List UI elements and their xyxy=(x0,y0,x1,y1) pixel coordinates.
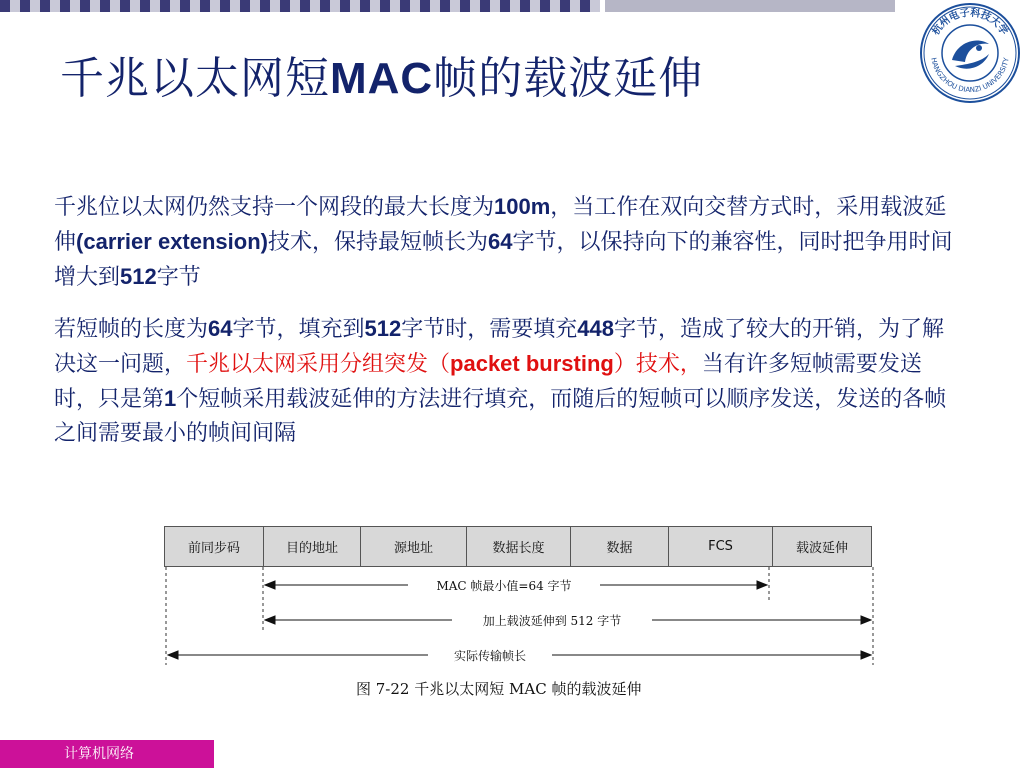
stripe-cell xyxy=(510,0,520,12)
stripe-cell xyxy=(20,0,30,12)
p2-value-3: 448 xyxy=(577,316,614,341)
frame-length-diagram xyxy=(160,565,880,675)
stripe-cell xyxy=(100,0,110,12)
stripe-cell xyxy=(330,0,340,12)
title-prefix: 千兆以太网短 xyxy=(60,53,330,104)
stripe-cell xyxy=(310,0,320,12)
stripe-cell xyxy=(590,0,600,12)
stripe-cell xyxy=(40,0,50,12)
stripe-cell xyxy=(340,0,350,12)
stripe-cell xyxy=(120,0,130,12)
stripe-cell xyxy=(290,0,300,12)
frame-format-table xyxy=(164,526,872,567)
stripe-cell xyxy=(110,0,120,12)
stripe-cell xyxy=(160,0,170,12)
stripe-cell xyxy=(490,0,500,12)
field-length: 数据长度 xyxy=(467,527,571,567)
p1-text-2: ，当工作在双向交替方式时，采用载波延伸 xyxy=(54,195,947,255)
stripe-cell xyxy=(380,0,390,12)
footer-label: 计算机网络 xyxy=(64,746,134,762)
stripe-cell xyxy=(530,0,540,12)
p2-highlight-1: 千兆以太网采用分组突发（ xyxy=(186,352,451,377)
stripe-cell xyxy=(220,0,230,12)
p2-text-3: 字节时，需要填充 xyxy=(401,317,578,342)
stripe-cell xyxy=(550,0,560,12)
stripe-cell xyxy=(280,0,290,12)
stripe-cell xyxy=(570,0,580,12)
p2-text-5: 当有许多短帧需要发送时，只是第 xyxy=(54,352,922,412)
p1-text-4: 字节，以保持向下的兼容性，同时把争用时间增大到 xyxy=(54,230,953,290)
p1-text-3: 技术，保持最短帧长为 xyxy=(267,230,488,255)
stripe-cell xyxy=(230,0,240,12)
p2-value-2: 512 xyxy=(364,316,402,341)
stripe-cell xyxy=(0,0,10,12)
p1-value-1: 100m xyxy=(494,194,551,219)
field-preamble: 前同步码 xyxy=(165,527,264,567)
logo-lower-text: HANGZHOU DIANZI UNIVERSITY xyxy=(929,56,1011,95)
stripe-cell xyxy=(580,0,590,12)
stripe-cell xyxy=(250,0,260,12)
title-suffix: 帧的载波延伸 xyxy=(433,53,704,104)
stripe-cell xyxy=(270,0,280,12)
stripe-cell xyxy=(200,0,210,12)
p2-text-2: 字节，填充到 xyxy=(232,317,365,342)
stripe-cell xyxy=(540,0,550,12)
arrow-extended-label: 加上载波延伸到 512 字节 xyxy=(482,614,622,628)
p2-text-1: 若短帧的长度为 xyxy=(54,317,209,342)
stripe-cell xyxy=(470,0,480,12)
p1-text-1: 千兆位以太网仍然支持一个网段的最大长度为 xyxy=(54,195,495,220)
stripe-cell xyxy=(90,0,100,12)
p1-value-3: 64 xyxy=(488,229,513,254)
p2-text-4: 字节，造成了较大的开销，为了解决这一问题， xyxy=(54,317,944,377)
stripe-cell xyxy=(360,0,370,12)
stripe-cell xyxy=(170,0,180,12)
stripe-cell xyxy=(410,0,420,12)
stripe-cell xyxy=(320,0,330,12)
university-seal-icon xyxy=(919,2,1021,104)
p2-text-6: 个短帧采用载波延伸的方法进行填充，而随后的短帧可以顺序发送，发送的各帧之间需要最小的帧间间隔 xyxy=(54,387,947,446)
title-mac: MAC xyxy=(330,54,434,103)
stripe-cell xyxy=(390,0,400,12)
stripe-cell xyxy=(350,0,360,12)
arrow-actual-label: 实际传输帧长 xyxy=(453,649,527,663)
stripe-cell xyxy=(190,0,200,12)
stripe-cell xyxy=(150,0,160,12)
stripe-cell xyxy=(420,0,430,12)
stripe-cell xyxy=(460,0,470,12)
stripe-cell xyxy=(80,0,90,12)
top-decorative-stripe xyxy=(0,0,605,12)
footer-bar xyxy=(0,740,214,768)
stripe-cell xyxy=(450,0,460,12)
stripe-cell xyxy=(140,0,150,12)
stripe-cell xyxy=(440,0,450,12)
stripe-cell xyxy=(560,0,570,12)
field-carrier-extension: 载波延伸 xyxy=(773,527,872,567)
stripe-cell xyxy=(180,0,190,12)
stripe-cell xyxy=(130,0,140,12)
stripe-cell xyxy=(210,0,220,12)
frame-format-row xyxy=(165,527,872,567)
stripe-cell xyxy=(430,0,440,12)
stripe-cell xyxy=(520,0,530,12)
stripe-cell xyxy=(500,0,510,12)
stripe-cell xyxy=(50,0,60,12)
stripe-cell xyxy=(70,0,80,12)
arrow-mac-min-label: MAC 帧最小值=64 字节 xyxy=(436,579,572,593)
stripe-cell xyxy=(260,0,270,12)
paragraph-1 xyxy=(54,190,964,295)
stripe-cell xyxy=(300,0,310,12)
stripe-cell xyxy=(10,0,20,12)
p1-text-5: 字节 xyxy=(156,265,201,290)
paragraph-2 xyxy=(54,312,964,451)
p2-highlight-term: packet bursting xyxy=(450,351,614,376)
figure-caption: 图 7-22 千兆以太网短 MAC 帧的载波延伸 xyxy=(356,680,642,698)
slide-title xyxy=(60,42,703,106)
field-fcs: FCS xyxy=(669,527,773,567)
p2-value-1: 64 xyxy=(208,316,233,341)
stripe-cell xyxy=(240,0,250,12)
field-data: 数据 xyxy=(571,527,669,567)
top-decorative-bar xyxy=(605,0,895,12)
logo-upper-text: 杭州电子科技大学 xyxy=(930,7,1010,38)
field-source-address: 源地址 xyxy=(361,527,467,567)
p1-value-2: (carrier extension) xyxy=(76,229,268,254)
stripe-cell xyxy=(480,0,490,12)
p1-value-4: 512 xyxy=(120,264,157,289)
stripe-cell xyxy=(400,0,410,12)
stripe-cell xyxy=(30,0,40,12)
stripe-cell xyxy=(60,0,70,12)
field-destination-address: 目的地址 xyxy=(264,527,361,567)
p2-highlight-2: ）技术， xyxy=(613,352,702,377)
stripe-cell xyxy=(370,0,380,12)
p2-value-4: 1 xyxy=(164,386,177,411)
